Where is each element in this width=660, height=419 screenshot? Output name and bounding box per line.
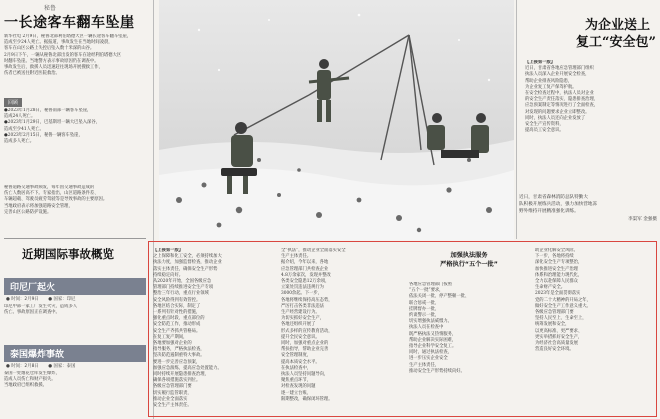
text-line: 造成至少24人死亡。据报道，事故发生在当地时间凌晨， bbox=[4, 40, 113, 46]
text-line: 车辆超载、驾驶员疲劳驾驶等是导致事故的主要原因。 bbox=[4, 197, 108, 203]
text-line: 伤者已被送往附近医院救治。 bbox=[4, 71, 60, 77]
text-line: 当地政府已组织救援。 bbox=[4, 383, 47, 389]
text-line: 造成人员伤亡和财产损失。 bbox=[4, 377, 56, 383]
text-line: 落实主体责任，确保安全生产形势 bbox=[153, 266, 218, 272]
text-line: 事故发生后，救援人员迅速赶往现场开展搜救工作， bbox=[4, 65, 103, 71]
column-rule bbox=[516, 0, 517, 239]
text-line: 2023年是全面贯彻落实 bbox=[535, 291, 581, 297]
text-line: 造成24人死亡。 bbox=[4, 114, 36, 120]
text-line: 对检查发现的问题 bbox=[281, 384, 316, 390]
text-line: 强化重点时段、重点部位的 bbox=[153, 316, 205, 322]
text-line: 生命财产安全。 bbox=[535, 285, 566, 291]
item1-title: 印尼厂起火 bbox=[10, 283, 56, 293]
text-line: 下一步，各地将持续 bbox=[535, 254, 574, 260]
text-line: 各类安全隐患12万余项， bbox=[281, 279, 330, 285]
text-line: 坚持人民至上、生命至上， bbox=[535, 316, 587, 322]
text-line: 客车在山区公路上失控后坠入数十米深的山谷。 bbox=[4, 46, 95, 52]
text-line: 坚决防范遏制重特大事故。 bbox=[153, 353, 205, 359]
item2-title-bar bbox=[4, 345, 146, 362]
box-col-3 bbox=[409, 282, 529, 414]
text-line: 造成多人死亡。 bbox=[4, 139, 35, 145]
text-line: 安全生产宣传资料， bbox=[525, 122, 564, 128]
text-line: 执法力度，加强监督检查，推动企业 bbox=[153, 260, 222, 266]
text-line: 据介绍，今年以来，各地 bbox=[281, 260, 329, 266]
item1-body bbox=[4, 304, 146, 318]
text-line: 依法关闭一批、停产整顿一批、 bbox=[409, 294, 470, 300]
text-line: 安全生产主体责任。 bbox=[153, 403, 192, 409]
subheadline-line-1: 加强执法服务 bbox=[450, 252, 488, 259]
text-line: 安全管理制度， bbox=[281, 353, 312, 359]
text-line: ●2023年1月29日，巴基斯坦一辆大巴坠入深谷， bbox=[4, 120, 100, 126]
text-line: 伤亡人数居高不下。专家指出，山区道路条件差、 bbox=[4, 191, 99, 197]
subheadline-line-2: 严格执行“五个一批” bbox=[440, 260, 498, 268]
text-line: 既严格执法又热情服务， bbox=[409, 331, 457, 337]
text-line: 当地政府表示将加强道路安全管理， bbox=[4, 203, 73, 209]
box-col-1 bbox=[153, 248, 273, 414]
text-line: 全力以赴保障人民群众 bbox=[535, 279, 578, 285]
left-column bbox=[0, 0, 150, 419]
text-line: 为切实抓好安全生产， bbox=[281, 316, 324, 322]
text-line: 秘鲁道路交通事故频发，每年因交通事故造成的 bbox=[4, 185, 95, 190]
text-line: 逐一建立台账、 bbox=[281, 390, 312, 396]
text-line: 提高员工安全意识。 bbox=[525, 128, 564, 134]
text-line: 泰国一处烟花仓库发生爆炸， bbox=[4, 371, 60, 376]
text-line: 同时，加强对重点企业的 bbox=[281, 341, 329, 347]
text-line: 指导服务，严格执法检查， bbox=[153, 347, 205, 353]
text-line: 营造良好安全环境。 bbox=[535, 347, 574, 353]
photo-firefighters-training bbox=[159, 0, 514, 240]
text-line: 做好安全生产工作意义重大。 bbox=[535, 303, 591, 309]
text-line: 伤亡。事故原因正在调查中。 bbox=[4, 310, 60, 316]
text-line: 提高本质安全水平。 bbox=[281, 359, 320, 365]
text-line: 安全防范工作，推动形成 bbox=[153, 322, 201, 328]
text-line: 生产经营建设行为。 bbox=[281, 310, 320, 316]
text-line: ●2023年2月15日，秘鲁一辆客车坠崖， bbox=[4, 132, 83, 138]
text-line: 一系列有针对性的措施， bbox=[153, 310, 201, 316]
caption-credit: 李渠军 金强摄 bbox=[627, 216, 657, 222]
text-line: “五个一批”要求， bbox=[409, 288, 444, 294]
headline-bus-crash: 一长途客车翻车坠崖 bbox=[4, 15, 135, 31]
text-line: 助企业化解安全风险。 bbox=[535, 248, 578, 253]
text-line: 4.8万余家次，发现并整改 bbox=[281, 272, 331, 278]
box-col-4 bbox=[535, 248, 653, 414]
item2-title: 泰国爆炸事故 bbox=[10, 350, 65, 360]
text-line: 在安全检查过程中，执法人员对企业 bbox=[525, 91, 594, 97]
text-line: 对发现的问题要求企业立即整改。 bbox=[525, 109, 590, 115]
text-line: 生产主体责任。 bbox=[281, 254, 312, 260]
text-line: 切实增强执法威慑力。 bbox=[409, 319, 452, 325]
text-line: 为企业复工复产保驾护航。 bbox=[525, 84, 577, 90]
text-line: 野外维持开展精准强化训练。 bbox=[519, 209, 579, 215]
item2-meta: ● 时间：2月8日 ● 国家：泰国 bbox=[6, 364, 76, 369]
photo-caption bbox=[519, 194, 657, 234]
text-line: 安全生产齐抓共管格局。 bbox=[153, 328, 201, 334]
text-line: 聚焦重点环节， bbox=[281, 378, 312, 384]
clock-icon: ● bbox=[6, 297, 10, 302]
text-line: 各地应急管理部门按照 bbox=[409, 282, 452, 287]
text-line: 更实举措抓好安全生产， bbox=[535, 334, 583, 340]
text-line: 指导企业科学安全复工。 bbox=[409, 344, 457, 350]
text-line: 近日，甘肃省各地应急管理部门组织 bbox=[525, 66, 594, 72]
kicker: 秘鲁 bbox=[44, 5, 57, 12]
text-line: 加强应急演练，提高应急处置能力。 bbox=[153, 365, 222, 371]
text-line: 严厉打击各类非法违法 bbox=[281, 303, 324, 309]
text-line: 造成至少41人死亡。 bbox=[4, 126, 44, 132]
item2-body bbox=[4, 371, 146, 393]
text-line: 各地要加强对企业的 bbox=[153, 341, 192, 347]
text-line: 帮扶指导，帮助企业完善 bbox=[281, 347, 329, 353]
text-line: 各级应急管理部门要 bbox=[535, 310, 574, 316]
text-line: 各地区结合实际，制定了 bbox=[153, 303, 201, 309]
text-line: 同时，通过执法检查， bbox=[409, 350, 452, 356]
text-line: 全“执法”，推动企业全面落实安全 bbox=[281, 248, 346, 253]
text-line: 完善山区公路防护设施。 bbox=[4, 209, 52, 215]
text-line: 的安全生产责任落实、隐患排查治理、 bbox=[525, 97, 599, 103]
text-line: 形式多样的宣传教育活动， bbox=[281, 328, 333, 334]
right-article bbox=[519, 0, 660, 170]
text-line: 挂牌督办一批、 bbox=[409, 306, 440, 312]
text-line: 确保各项措施落实到位。 bbox=[153, 378, 201, 384]
lead-tag: 【上接第一版】 bbox=[525, 60, 556, 65]
text-line: 之上保障和化工安全，必须持续加大 bbox=[153, 254, 222, 260]
text-line: 队积极开展练兵活动，强力加快营地冻 bbox=[519, 202, 598, 208]
pin-icon: ● bbox=[48, 364, 53, 369]
text-line: 各级应急管理部门要 bbox=[153, 384, 192, 390]
highlighted-article bbox=[148, 241, 657, 417]
text-line: 2月9日下午，一辆从秘鲁北部出发的客车在途经利伯塔德大区 bbox=[4, 52, 122, 58]
clock-icon: ● bbox=[6, 364, 10, 369]
text-line: 为经济社会高质量发展 bbox=[535, 341, 578, 347]
text-line: 整治三年行动，重点行业领域 bbox=[153, 291, 209, 297]
text-line: 帮助企业解决实际困难， bbox=[409, 337, 457, 343]
text-line: 深化安全生产专项整治， bbox=[535, 260, 583, 266]
item1-meta: ● 时间：2月9日 ● 国家：印尼 bbox=[6, 297, 76, 302]
text-line: 各地将继续保持高压态势， bbox=[281, 297, 333, 303]
text-line: 要进一步完善应急预案， bbox=[153, 359, 201, 365]
text-line: 帮助企业排查风险隐患， bbox=[525, 78, 573, 84]
text-line: 各地还组织开展了 bbox=[281, 322, 316, 328]
text-line: 推动安全生产形势持续向好。 bbox=[409, 368, 465, 374]
history-label: 回顾 bbox=[4, 98, 22, 107]
text-line: 约谈警示一批， bbox=[409, 313, 440, 319]
text-line: 执法人员在检查中 bbox=[409, 325, 444, 331]
text-line: 推动企业全面落实 bbox=[153, 396, 188, 402]
item1-title-bar bbox=[4, 278, 146, 295]
text-line: 切实履行监管职责， bbox=[153, 390, 192, 396]
right-article-body bbox=[525, 60, 657, 170]
box-col-2 bbox=[281, 248, 401, 414]
divider bbox=[4, 238, 146, 239]
history-list bbox=[4, 108, 146, 162]
news-photo bbox=[159, 0, 514, 240]
text-line: 统筹发展和安全， bbox=[535, 322, 570, 328]
text-line: 从2020年开始，全国各级应急 bbox=[153, 279, 212, 285]
text-line: 在复工复产期间， bbox=[153, 334, 188, 340]
text-line: 管理部门持续推进安全生产专项 bbox=[153, 285, 214, 291]
lead-tag: 【上接第一版】 bbox=[153, 248, 184, 253]
text-line: 安全风险得到有效管控。 bbox=[153, 297, 201, 303]
text-line: 近日，甘肃省森林消防总队特勤大 bbox=[519, 195, 588, 200]
text-line: 党的二十大精神的开局之年， bbox=[535, 297, 591, 303]
intl-accidents-title: 近期国际事故概览 bbox=[22, 247, 114, 261]
text-line: 以更高标准、更严要求、 bbox=[535, 328, 583, 334]
text-line: 体系和治理能力现代化， bbox=[535, 272, 583, 278]
text-line: 加快推进安全生产治理 bbox=[535, 266, 578, 272]
text-line: 应急预案制定等情况进行了全面检查， bbox=[525, 103, 599, 109]
text-line: ●2023年1月28日，秘鲁南部一辆客车坠崖， bbox=[4, 108, 92, 113]
text-line: 限期整改，确保闭环管理。 bbox=[281, 396, 333, 402]
text-line: 生产主体责任， bbox=[409, 362, 440, 368]
text-line: 时翻车坠崖。当地警方表示事故原因仍在调查中。 bbox=[4, 58, 99, 64]
box-subheadline bbox=[409, 252, 529, 269]
text-line: 进一步压实企业安全 bbox=[409, 356, 448, 362]
headline-line-1: 为企业送上 bbox=[584, 18, 650, 33]
text-line: 联合惩戒一批、 bbox=[409, 300, 440, 306]
sidebar-text bbox=[4, 185, 146, 225]
text-line: 执法人员坚持问题导向， bbox=[281, 372, 329, 378]
text-line: 印尼中部一家工厂发生火灾，造成多人 bbox=[4, 304, 78, 309]
article-body-bus-crash bbox=[4, 34, 146, 82]
text-line: 同时，执法人员还向企业发放了 bbox=[525, 115, 586, 121]
text-line: 提升全民安全意识。 bbox=[281, 334, 320, 340]
text-line: 在执法检查中， bbox=[281, 365, 312, 371]
text-line: 立案处罚违法违规行为 bbox=[281, 285, 324, 291]
text-line: 执法人员深入企业开展安全检查， bbox=[525, 72, 590, 78]
text-line: 同时持续开展隐患排查治理， bbox=[153, 372, 209, 378]
pin-icon: ● bbox=[48, 297, 53, 302]
text-line: 持续稳定向好。 bbox=[153, 272, 184, 278]
headline-line-2: 复工“安全包” bbox=[576, 35, 656, 50]
text-line: 应急管理部门共检查企业 bbox=[281, 266, 329, 272]
text-line: 3000余起。下一步， bbox=[281, 291, 323, 297]
text-line: 新华社电 2月9日，秘鲁北部利伯塔德大区一辆长途客车翻车坠崖， bbox=[4, 34, 132, 39]
